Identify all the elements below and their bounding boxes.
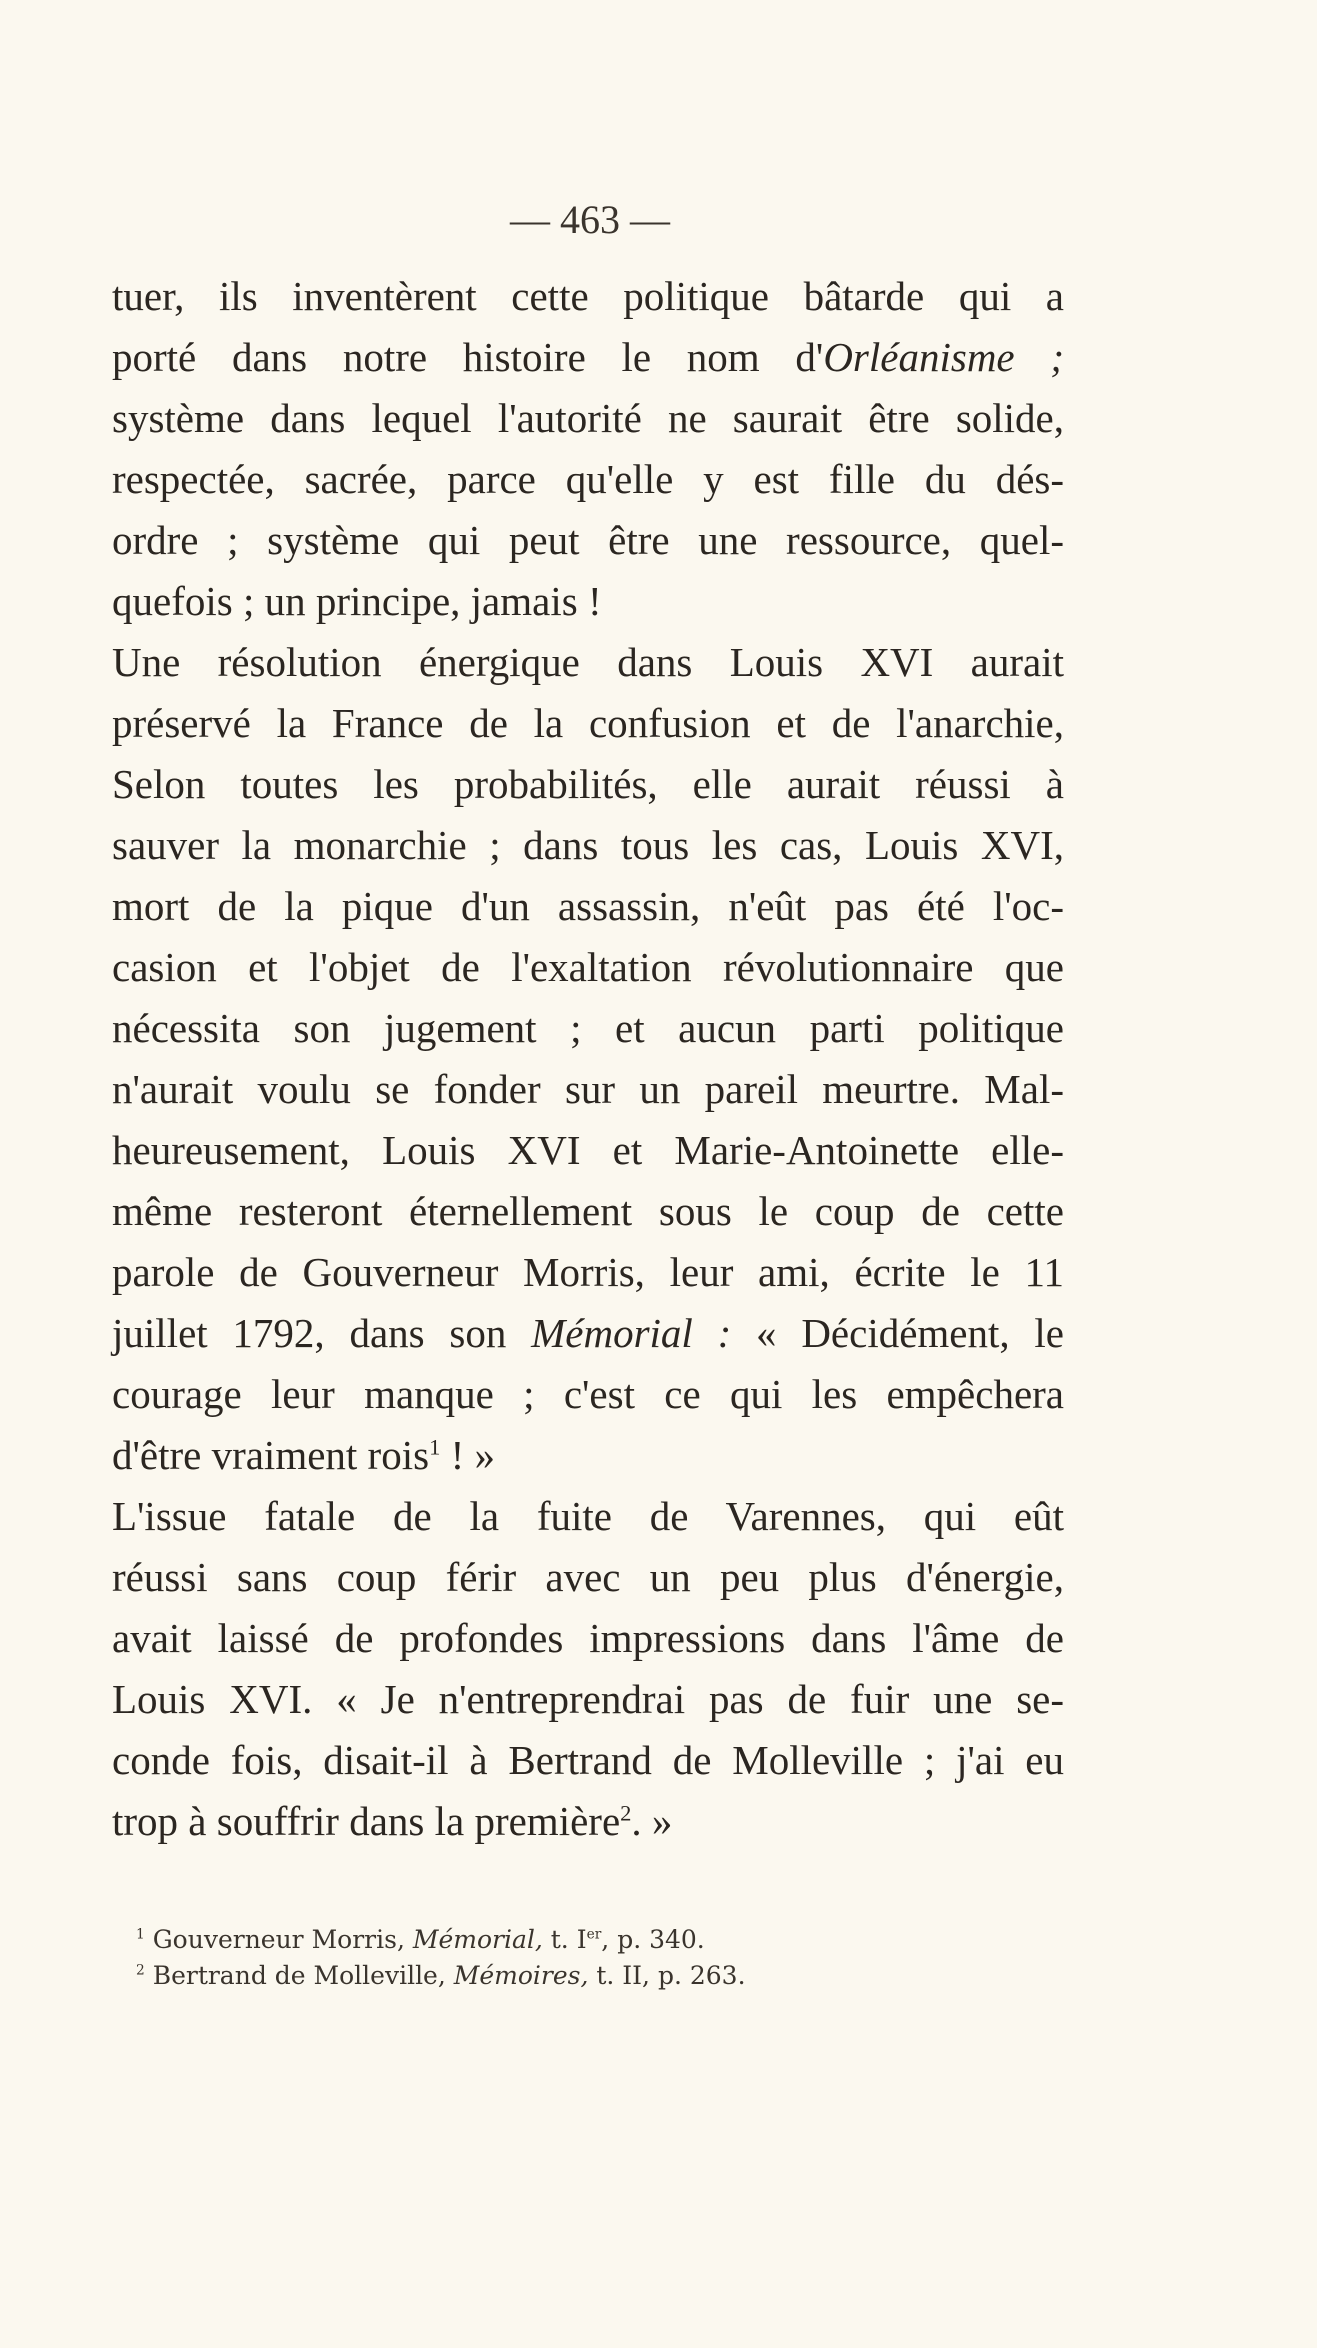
italic-title: Mémorial, <box>412 1925 543 1954</box>
text-line: courage leur manque ; c'est ce qui les empêchera <box>112 1371 1064 1417</box>
text-run: porté dans notre histoire le nom d' <box>112 334 824 380</box>
text-line: respectée, sacrée, parce qu'elle y est fille du dés- <box>112 456 1064 502</box>
text-line: L'issue fatale de la fuite de Varennes, qui eût <box>112 1493 1064 1539</box>
text-line: sauver la monarchie ; dans tous les cas, Louis XVI, <box>112 822 1064 868</box>
superscript: er <box>586 1926 602 1943</box>
text-line <box>112 1303 1064 1364</box>
text-line: quefois ; un principe, jamais ! <box>112 578 602 624</box>
text-run: trop à souffrir dans la première <box>112 1798 621 1844</box>
text-line: même resteront éternellement sous le coup de cette <box>112 1188 1064 1234</box>
footnote-number: 1 <box>136 1926 145 1943</box>
text-line <box>112 1791 1064 1852</box>
text-line: tuer, ils inventèrent cette politique bâtarde qui a <box>112 273 1064 319</box>
text-line <box>112 1425 1064 1486</box>
italic-title: Mémorial : <box>531 1310 732 1356</box>
italic-title: Mémoires, <box>453 1961 589 1990</box>
text-line <box>112 327 1064 388</box>
text-line: nécessita son jugement ; et aucun parti politique <box>112 1005 1064 1051</box>
text-line: parole de Gouverneur Morris, leur ami, écrite le 11 <box>112 1249 1064 1295</box>
text-run: . » <box>631 1798 673 1844</box>
text-line: préservé la France de la confusion et de l'anarchie, <box>112 700 1064 746</box>
text-run: « Décidément, le <box>731 1310 1065 1356</box>
text-line: n'aurait voulu se fonder sur un pareil meurtre. Mal- <box>112 1066 1064 1112</box>
text-line: réussi sans coup férir avec un peu plus d'énergie, <box>112 1554 1064 1600</box>
text-line: conde fois, disait-il à Bertrand de Molleville ; j'ai eu <box>112 1737 1064 1783</box>
text-run: Bertrand de Molleville, <box>144 1961 454 1990</box>
text-line: ordre ; système qui peut être une ressource, quel- <box>112 517 1064 563</box>
page-number: — 463 — <box>510 197 670 242</box>
italic-term: Orléanisme ; <box>823 334 1064 380</box>
text-line: mort de la pique d'un assassin, n'eût pas été l'oc- <box>112 883 1064 929</box>
footnotes <box>136 1922 1036 1994</box>
text-run: ! » <box>440 1432 495 1478</box>
text-line: heureusement, Louis XVI et Marie-Antoinette elle- <box>112 1127 1064 1173</box>
text-line: système dans lequel l'autorité ne saurait être solide, <box>112 395 1064 441</box>
text-run: juillet 1792, dans son <box>112 1310 532 1356</box>
text-line: Louis XVI. « Je n'entreprendrai pas de fuir une se- <box>112 1676 1064 1722</box>
footnote-ref: 1 <box>429 1434 441 1460</box>
text-run: t. I <box>542 1925 587 1954</box>
text-run: t. II, p. 263. <box>588 1961 746 1990</box>
text-line: avait laissé de profondes impressions dans l'âme de <box>112 1615 1064 1661</box>
footnote-number: 2 <box>136 1962 145 1979</box>
text-line: Une résolution énergique dans Louis XVI aurait <box>112 639 1064 685</box>
footnote-ref: 2 <box>620 1800 632 1826</box>
body-text <box>112 266 1064 1852</box>
footnote-1 <box>136 1922 1036 1958</box>
text-line: casion et l'objet de l'exaltation révolutionnaire que <box>112 944 1064 990</box>
footnote-2 <box>136 1958 1036 1994</box>
text-line: Selon toutes les probabilités, elle aurait réussi à <box>112 761 1064 807</box>
text-run: d'être vraiment rois <box>112 1432 430 1478</box>
text-run: , p. 340. <box>601 1925 705 1954</box>
text-run: Gouverneur Morris, <box>144 1925 413 1954</box>
